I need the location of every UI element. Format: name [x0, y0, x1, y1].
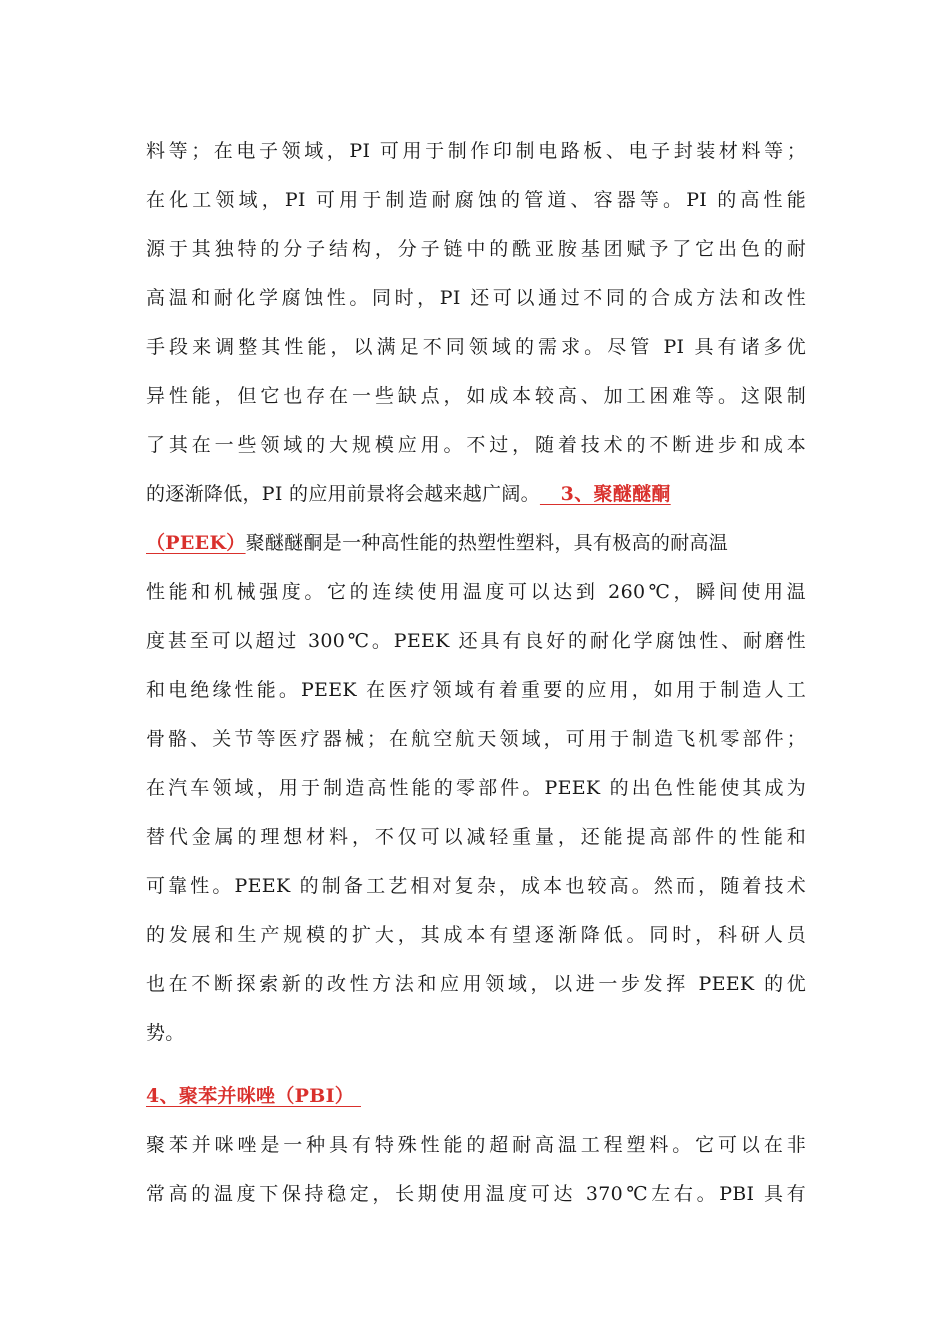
paragraph-text: 的逐渐降低，PI 的应用前景将会越来越广阔。 — [146, 483, 540, 505]
paragraph-line: 异性能，但它也存在一些缺点，如成本较高、加工困难等。这限制 — [146, 385, 806, 407]
paragraph-line: 替代金属的理想材料，不仅可以减轻重量，还能提高部件的性能和 — [146, 826, 806, 848]
paragraph-line-with-heading — [146, 519, 806, 568]
paragraph-line: 势。 — [146, 1022, 185, 1044]
section-heading-line — [146, 1072, 806, 1121]
paragraph-line: 的发展和生产规模的扩大，其成本有望逐渐降低。同时，科研人员 — [146, 924, 806, 946]
section-heading-peek: 3、聚醚醚酮 — [539, 483, 671, 505]
paragraph-line: 在化工领域，PI 可用于制造耐腐蚀的管道、容器等。PI 的高性能 — [146, 189, 806, 211]
paragraph-line: 在汽车领域，用于制造高性能的零部件。PEEK 的出色性能使其成为 — [146, 777, 806, 799]
paragraph-line: 也在不断探索新的改性方法和应用领域，以进一步发挥 PEEK 的优 — [146, 973, 806, 995]
paragraph-line: 聚苯并咪唑是一种具有特殊性能的超耐高温工程塑料。它可以在非 — [146, 1134, 806, 1156]
paragraph-line: 和电绝缘性能。PEEK 在医疗领域有着重要的应用，如用于制造人工 — [146, 679, 806, 701]
paragraph-line-with-heading — [146, 470, 806, 519]
paragraph-line: 料等；在电子领域，PI 可用于制作印制电路板、电子封装材料等； — [146, 140, 806, 162]
document-body — [146, 127, 806, 1219]
paragraph-line: 性能和机械强度。它的连续使用温度可以达到 260℃，瞬间使用温 — [146, 581, 806, 603]
paragraph-line: 骨骼、关节等医疗器械；在航空航天领域，可用于制造飞机零部件； — [146, 728, 806, 750]
paragraph-line: 高温和耐化学腐蚀性。同时，PI 还可以通过不同的合成方法和改性 — [146, 287, 806, 309]
paragraph-line: 源于其独特的分子结构，分子链中的酰亚胺基团赋予了它出色的耐 — [146, 238, 806, 260]
paragraph-line: 手段来调整其性能，以满足不同领域的需求。尽管 PI 具有诸多优 — [146, 336, 806, 358]
paragraph-line: 可靠性。PEEK 的制备工艺相对复杂，成本也较高。然而，随着技术 — [146, 875, 806, 897]
paragraph-line: 了其在一些领域的大规模应用。不过，随着技术的不断进步和成本 — [146, 434, 806, 456]
paragraph-line: 度甚至可以超过 300℃。PEEK 还具有良好的耐化学腐蚀性、耐磨性 — [146, 630, 806, 652]
paragraph-gap — [146, 1058, 806, 1072]
section-heading-pbi: 4、聚苯并咪唑（PBI） — [146, 1085, 361, 1107]
paragraph-line: 常高的温度下保持稳定，长期使用温度可达 370℃左右。PBI 具有 — [146, 1183, 806, 1205]
paragraph-text: 聚醚醚酮是一种高性能的热塑性塑料，具有极高的耐高温 — [245, 532, 729, 554]
section-heading-peek-abbr: （PEEK） — [146, 532, 246, 554]
